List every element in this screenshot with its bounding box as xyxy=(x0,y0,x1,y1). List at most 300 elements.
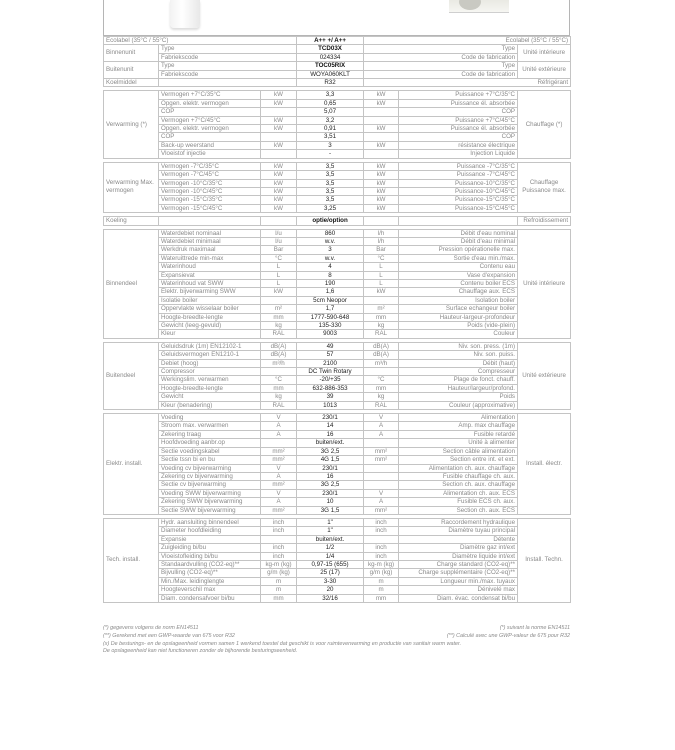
unit-nl xyxy=(261,133,297,141)
row-label-fr: Niv. son. puiss. xyxy=(399,351,518,359)
row-label-fr: Puissance-15°C/35°C xyxy=(399,196,518,204)
unit-fr xyxy=(364,116,399,124)
footnote-2-nl: (**) Gerekend met een GWP-waarde van 675 voor R32 xyxy=(103,632,235,639)
unit-fr: m xyxy=(364,577,399,585)
row-value: 39 xyxy=(297,393,364,401)
unit-fr: m³/h xyxy=(364,359,399,367)
max-group-label-fr: Chauffage Puissance max. xyxy=(518,162,571,212)
binnendeel-row xyxy=(104,322,571,330)
row-label-nl: Hoogte-breedte-lengte xyxy=(159,313,261,321)
row-label-fr: Alimentation ch. aux. ECS xyxy=(399,489,518,497)
unit-fr: kW xyxy=(364,204,399,212)
verwarming-row xyxy=(104,108,571,116)
row-label-fr: Section ch. aux. ECS xyxy=(399,506,518,514)
refroidissement-label: Refroidissement xyxy=(518,217,571,225)
row-label-nl: Type xyxy=(159,62,297,70)
binnendeel-row xyxy=(104,288,571,296)
row-value: 1" xyxy=(297,518,364,526)
row-value: 3,2 xyxy=(297,116,364,124)
koeling-label: Koeling xyxy=(104,217,159,225)
row-value: 3,25 xyxy=(297,204,364,212)
elektr-row xyxy=(104,447,571,455)
empty-cell xyxy=(399,217,518,225)
koelmiddel-value: R32 xyxy=(297,79,364,87)
row-label-fr: Fusible retardé xyxy=(399,430,518,438)
buitendeel-row xyxy=(104,393,571,401)
unit-fr: m² xyxy=(364,305,399,313)
row-label-nl: Waterinhoud vat SWW xyxy=(159,279,261,287)
unit-nl: m² xyxy=(261,305,297,313)
unit-nl: kW xyxy=(261,116,297,124)
row-label-fr: Raccordement hydraulique xyxy=(399,518,518,526)
row-label-fr: Puissance-10°C/45°C xyxy=(399,187,518,195)
empty-cell xyxy=(261,217,297,225)
row-label-fr: Longueur min./max. tuyaux xyxy=(399,577,518,585)
unit-nl: RAL xyxy=(261,401,297,409)
unit-nl: °C xyxy=(261,376,297,384)
unit-nl: V xyxy=(261,414,297,422)
row-label-nl: Diameter hoofdleiding xyxy=(159,527,261,535)
max-row xyxy=(104,196,571,204)
unit-nl xyxy=(261,439,297,447)
row-value: 1013 xyxy=(297,401,364,409)
unit-fr xyxy=(364,481,399,489)
row-label-nl: Waterinhoud xyxy=(159,263,261,271)
unit-nl: mm xyxy=(261,384,297,392)
row-label-nl: Kleur xyxy=(159,330,261,338)
row-label-fr: Puissance +7°C/35°C xyxy=(399,91,518,99)
binnenunit-type-value: TCD03X xyxy=(297,45,364,53)
unit-fr: kW xyxy=(364,91,399,99)
row-value: buiten/ext. xyxy=(297,439,364,447)
unit-fr xyxy=(364,133,399,141)
unit-fr: kg xyxy=(364,393,399,401)
unit-nl xyxy=(261,150,297,158)
tech-row xyxy=(104,552,571,560)
row-value: 0,91 xyxy=(297,125,364,133)
unit-nl: L xyxy=(261,271,297,279)
unit-nl: °C xyxy=(261,254,297,262)
row-label-nl: Vermogen +7°C/45°C xyxy=(159,116,261,124)
unit-fr: °C xyxy=(364,254,399,262)
row-value: 14 xyxy=(297,422,364,430)
unit-nl: kW xyxy=(261,187,297,195)
binnendeel-row xyxy=(104,246,571,254)
unit-fr: mm xyxy=(364,313,399,321)
verwarming-row xyxy=(104,125,571,133)
unit-nl: l/u xyxy=(261,237,297,245)
binnendeel-row xyxy=(104,229,571,237)
row-label-nl: Diam. condensafvoer bi/bu xyxy=(159,594,261,602)
elektr-row xyxy=(104,472,571,480)
unit-nl: g/m (kg) xyxy=(261,569,297,577)
tech-group-label: Tech. install. xyxy=(104,518,159,602)
koelmiddel-label: Koelmiddel xyxy=(104,79,159,87)
elektr-row xyxy=(104,506,571,514)
footnote-1-fr: (*) suivant la norme EN14511 xyxy=(499,625,570,631)
row-label-nl: Zekering traag xyxy=(159,430,261,438)
row-label-fr: Fusible ECS ch. aux. xyxy=(399,498,518,506)
unit-nl: m³/h xyxy=(261,359,297,367)
unit-fr: m xyxy=(364,586,399,594)
unit-fr xyxy=(364,368,399,376)
unit-fr: dB(A) xyxy=(364,342,399,350)
unit-fr: RAL xyxy=(364,401,399,409)
binnendeel-row xyxy=(104,263,571,271)
row-label-fr: Puissance-10°C/35°C xyxy=(399,179,518,187)
unit-nl xyxy=(261,296,297,304)
row-label-fr: Contenu eau xyxy=(399,263,518,271)
row-value: 3,5 xyxy=(297,196,364,204)
verwarming-row xyxy=(104,99,571,107)
row-value: 230/1 xyxy=(297,414,364,422)
row-label-fr: Type xyxy=(364,62,518,70)
unit-fr: V xyxy=(364,414,399,422)
row-label-fr: Sortie d'eau min./max. xyxy=(399,254,518,262)
unit-nl: mm² xyxy=(261,456,297,464)
row-value: 135-330 xyxy=(297,322,364,330)
row-value: w.v. xyxy=(297,237,364,245)
buitendeel-row xyxy=(104,368,571,376)
row-label-nl: Fabriekscode xyxy=(159,70,297,78)
row-label-nl: Kleur (benadering) xyxy=(159,401,261,409)
row-label-fr: Hauteur-largeur-profondeur xyxy=(399,313,518,321)
footnote-2-fr: (**) Calculé avec une GWP-valeur de 675 pour R32 xyxy=(446,632,570,639)
unit-nl: mm xyxy=(261,313,297,321)
row-label-nl: Waterdebiet nominaal xyxy=(159,229,261,237)
tech-row xyxy=(104,535,571,543)
unit-nl: kW xyxy=(261,204,297,212)
koeling-value: optie/option xyxy=(297,217,364,225)
unit-nl: kW xyxy=(261,141,297,149)
row-label-fr: Détente xyxy=(399,535,518,543)
unit-fr: kW xyxy=(364,125,399,133)
unit-nl: A xyxy=(261,422,297,430)
row-value: 0,65 xyxy=(297,99,364,107)
refrigerant-label: Réfrigérant xyxy=(364,79,571,87)
row-value: -20/+35 xyxy=(297,376,364,384)
spec-sheet xyxy=(103,0,570,603)
row-label-nl: Compressor xyxy=(159,368,261,376)
binnendeel-row xyxy=(104,254,571,262)
row-value: 9003 xyxy=(297,330,364,338)
row-value: 16 xyxy=(297,472,364,480)
unit-fr: °C xyxy=(364,376,399,384)
binnendeel-group-label-fr: Unité intérieure xyxy=(518,229,571,338)
row-label-fr: Niv. son. press. (1m) xyxy=(399,342,518,350)
row-label-fr: Puissance-15°C/45°C xyxy=(399,204,518,212)
row-label-nl: Isolatie boiler xyxy=(159,296,261,304)
row-label-nl: Expansie xyxy=(159,535,261,543)
row-value: 860 xyxy=(297,229,364,237)
row-value: 3G 2,5 xyxy=(297,447,364,455)
product-images xyxy=(103,0,570,36)
row-label-fr: Hauteur/largeur/profond. xyxy=(399,384,518,392)
row-label-nl: Back-up weerstand xyxy=(159,141,261,149)
row-label-fr: Amp. max chauffage xyxy=(399,422,518,430)
row-label-fr: Débit d'eau minimal xyxy=(399,237,518,245)
row-label-fr: Couleur (approximative) xyxy=(399,401,518,409)
row-value: 3-30 xyxy=(297,577,364,585)
binnenunit-code-value: 024334 xyxy=(297,53,364,61)
binnendeel-row xyxy=(104,313,571,321)
buitenunit-code-row xyxy=(104,70,571,78)
row-label-nl: Bijvulling (CO2-eq)** xyxy=(159,569,261,577)
tech-row xyxy=(104,577,571,585)
row-value: 20 xyxy=(297,586,364,594)
unit-fr: mm xyxy=(364,594,399,602)
row-label-nl: Zekering cv bijverwarming xyxy=(159,472,261,480)
buitenunit-type-value: TOC05RIX xyxy=(297,62,364,70)
row-label-nl: Vermogen -7°C/45°C xyxy=(159,171,261,179)
binnenunit-label: Binnenunit xyxy=(104,45,159,62)
row-label-fr: Plage de fonct. chauff. xyxy=(399,376,518,384)
unit-nl: V xyxy=(261,464,297,472)
unit-fr: mm² xyxy=(364,456,399,464)
empty-cell xyxy=(364,217,399,225)
tech-group-label-fr: Install. Techn. xyxy=(518,518,571,602)
unite-interieure-label: Unité intérieure xyxy=(518,45,571,62)
row-label-fr: Contenu boiler ECS xyxy=(399,279,518,287)
row-label-nl: Hydr. aansluiting binnendeel xyxy=(159,518,261,526)
ecolabel-row xyxy=(104,37,571,45)
unit-fr xyxy=(364,535,399,543)
outdoor-unit-image xyxy=(449,0,509,13)
row-label-nl: Wateruittrede min-max xyxy=(159,254,261,262)
row-label-nl: Vloeistofleiding bi/bu xyxy=(159,552,261,560)
unit-nl: m xyxy=(261,577,297,585)
row-value: 3 xyxy=(297,141,364,149)
unit-nl: V xyxy=(261,489,297,497)
unit-fr: mm² xyxy=(364,506,399,514)
unit-fr: kW xyxy=(364,141,399,149)
unit-nl xyxy=(261,108,297,116)
row-label-nl: Hoofdvoeding aanbr.op xyxy=(159,439,261,447)
unit-fr: L xyxy=(364,263,399,271)
unit-fr: kW xyxy=(364,179,399,187)
row-value: 3 xyxy=(297,246,364,254)
row-label-nl: Elektr. bijverwarming SWW xyxy=(159,288,261,296)
verwarming-group-label: Verwarming (*) xyxy=(104,91,159,158)
max-row xyxy=(104,204,571,212)
row-value: 230/1 xyxy=(297,489,364,497)
koeling-row xyxy=(104,217,571,225)
unit-fr: A xyxy=(364,430,399,438)
row-value: 49 xyxy=(297,342,364,350)
row-label-fr: Injection Liquide xyxy=(399,150,518,158)
row-label-nl: Fabriekscode xyxy=(159,53,297,61)
unit-fr: kW xyxy=(364,99,399,107)
row-value: 25 (17) xyxy=(297,569,364,577)
row-value: 1/2 xyxy=(297,544,364,552)
elektr-row xyxy=(104,489,571,497)
unit-fr: l/h xyxy=(364,237,399,245)
row-label-nl: Geluidsvermogen EN1210-1 xyxy=(159,351,261,359)
unit-nl: L xyxy=(261,279,297,287)
unit-fr: inch xyxy=(364,552,399,560)
row-label-fr: Puissance +7°C/45°C xyxy=(399,116,518,124)
unit-nl: Bar xyxy=(261,246,297,254)
unit-fr: inch xyxy=(364,544,399,552)
row-label-nl: Sectie voedingskabel xyxy=(159,447,261,455)
buitenunit-label: Buitenunit xyxy=(104,62,159,79)
elektr-row xyxy=(104,464,571,472)
tech-row xyxy=(104,544,571,552)
unit-nl: m xyxy=(261,586,297,594)
unit-fr: V xyxy=(364,489,399,497)
elektr-group-label-fr: Install. électr. xyxy=(518,414,571,515)
buitendeel-row xyxy=(104,359,571,367)
row-label-nl: Gewicht (leeg-gevuld) xyxy=(159,322,261,330)
elektr-group-label: Elektr. install. xyxy=(104,414,159,515)
footnote-1-nl: (*) gegevens volgens de norm EN14511 xyxy=(103,625,199,631)
row-value: 4G 1,5 xyxy=(297,456,364,464)
row-label-fr: Diamètre liquide int/ext xyxy=(399,552,518,560)
row-label-fr: Dénivelé max xyxy=(399,586,518,594)
row-label-nl: Opgen. elektr. vermogen xyxy=(159,125,261,133)
row-label-nl: Voeding SWW bijverwarming xyxy=(159,489,261,497)
row-label-nl: Sectie cv bijverwarming xyxy=(159,481,261,489)
unit-fr: kW xyxy=(364,171,399,179)
row-label-fr: Code de fabrication xyxy=(364,53,518,61)
unit-nl: dB(A) xyxy=(261,342,297,350)
row-label-fr: Compresseur xyxy=(399,368,518,376)
unit-nl: kW xyxy=(261,179,297,187)
unit-nl: RAL xyxy=(261,330,297,338)
unit-fr xyxy=(364,439,399,447)
row-label-fr: Chauffage aux. ECS xyxy=(399,288,518,296)
buitendeel-row xyxy=(104,384,571,392)
binnendeel-row xyxy=(104,296,571,304)
unit-nl xyxy=(261,535,297,543)
unit-nl: A xyxy=(261,498,297,506)
row-label-nl: Sectie SWW bijverwarming xyxy=(159,506,261,514)
verwarming-row xyxy=(104,141,571,149)
unit-nl: mm xyxy=(261,594,297,602)
unit-fr: kg-m (kg) xyxy=(364,560,399,568)
row-value: 1,7 xyxy=(297,305,364,313)
row-label-nl: Vermogen -10°C/35°C xyxy=(159,179,261,187)
row-value: 3,5 xyxy=(297,179,364,187)
row-label-fr: COP xyxy=(399,108,518,116)
row-label-fr: résistance électrique xyxy=(399,141,518,149)
elektr-row xyxy=(104,422,571,430)
binnendeel-group-label: Binnendeel xyxy=(104,229,159,338)
buitendeel-group-label-fr: Unité extérieure xyxy=(518,342,571,409)
row-label-nl: Werkingslim. verwarmen xyxy=(159,376,261,384)
row-label-nl: Werkdruk maximaal xyxy=(159,246,261,254)
row-label-nl: Waterdebiet minimaal xyxy=(159,237,261,245)
row-label-nl: Sectie tssn bi en bu xyxy=(159,456,261,464)
row-label-nl: Geluidsdruk (1m) EN12102-1 xyxy=(159,342,261,350)
row-value: 16 xyxy=(297,430,364,438)
unit-nl: kW xyxy=(261,125,297,133)
verwarming-group-label-fr: Chauffage (*) xyxy=(518,91,571,158)
row-label-fr: Vase d'expansion xyxy=(399,271,518,279)
unit-nl: A xyxy=(261,472,297,480)
unit-nl: mm² xyxy=(261,447,297,455)
row-value: 10 xyxy=(297,498,364,506)
unit-nl: kW xyxy=(261,171,297,179)
row-label-fr: COP xyxy=(399,133,518,141)
binnendeel-row xyxy=(104,305,571,313)
row-label-fr: Fusible chauffage ch. aux. xyxy=(399,472,518,480)
buitenunit-type-row xyxy=(104,62,571,70)
row-label-fr: Poids xyxy=(399,393,518,401)
ecolabel-label-nl: Ecolabel (35°C / 55°C) xyxy=(104,37,297,45)
row-label-fr: Pression opérationelle max. xyxy=(399,246,518,254)
row-label-nl: Vermogen -7°C/35°C xyxy=(159,162,261,170)
verwarming-row xyxy=(104,91,571,99)
empty-cell xyxy=(159,217,261,225)
elektr-row xyxy=(104,498,571,506)
row-label-nl: Type xyxy=(159,45,297,53)
row-label-fr: Puissance -7°C/45°C xyxy=(399,171,518,179)
row-value: 3,5 xyxy=(297,187,364,195)
elektr-row xyxy=(104,439,571,447)
row-value: 3,51 xyxy=(297,133,364,141)
unit-fr: A xyxy=(364,498,399,506)
unit-nl: kW xyxy=(261,91,297,99)
unit-fr: mm xyxy=(364,384,399,392)
unit-fr: kW xyxy=(364,162,399,170)
verwarming-row xyxy=(104,133,571,141)
row-label-nl: COP xyxy=(159,133,261,141)
row-label-fr: Diamètre tuyau principal xyxy=(399,527,518,535)
row-label-fr: Diam. évac. condensat bi/bu xyxy=(399,594,518,602)
unit-fr: Bar xyxy=(364,246,399,254)
unit-nl: mm² xyxy=(261,506,297,514)
verwarming-row xyxy=(104,150,571,158)
row-label-nl: Hoogte-breedte-lengte xyxy=(159,384,261,392)
binnendeel-row xyxy=(104,237,571,245)
row-value: 0,97-15 (655) xyxy=(297,560,364,568)
unit-nl: kW xyxy=(261,162,297,170)
row-label-fr: Débit d'eau nominal xyxy=(399,229,518,237)
unit-fr: kW xyxy=(364,288,399,296)
row-label-fr: Débit (haut) xyxy=(399,359,518,367)
unit-nl: kW xyxy=(261,288,297,296)
unit-fr: kW xyxy=(364,196,399,204)
tech-row xyxy=(104,594,571,602)
verwarming-row xyxy=(104,116,571,124)
max-row xyxy=(104,162,571,170)
row-label-nl: Voeding cv bijverwarming xyxy=(159,464,261,472)
koelmiddel-row xyxy=(104,79,571,87)
unit-nl: kg-m (kg) xyxy=(261,560,297,568)
buitendeel-group-label: Buitendeel xyxy=(104,342,159,409)
unit-nl: inch xyxy=(261,552,297,560)
row-label-fr: Code de fabrication xyxy=(364,70,518,78)
row-value: 190 xyxy=(297,279,364,287)
unit-nl: inch xyxy=(261,544,297,552)
unit-nl: dB(A) xyxy=(261,351,297,359)
row-value: 5cm Neopor xyxy=(297,296,364,304)
row-label-nl: Oppervlakte wisselaar boiler xyxy=(159,305,261,313)
ecolabel-value: A++ +/ A++ xyxy=(297,37,364,45)
elektr-row xyxy=(104,481,571,489)
max-group-label: Verwarming Max. vermogen xyxy=(104,162,159,212)
tech-row xyxy=(104,569,571,577)
row-value: 632-886-353 xyxy=(297,384,364,392)
unit-fr: A xyxy=(364,422,399,430)
buitendeel-row xyxy=(104,351,571,359)
row-label-fr: Diamètre gaz int/ext xyxy=(399,544,518,552)
unit-nl: mm² xyxy=(261,481,297,489)
unit-nl: inch xyxy=(261,527,297,535)
row-label-fr: Puissance él. absorbée xyxy=(399,99,518,107)
elektr-row xyxy=(104,430,571,438)
